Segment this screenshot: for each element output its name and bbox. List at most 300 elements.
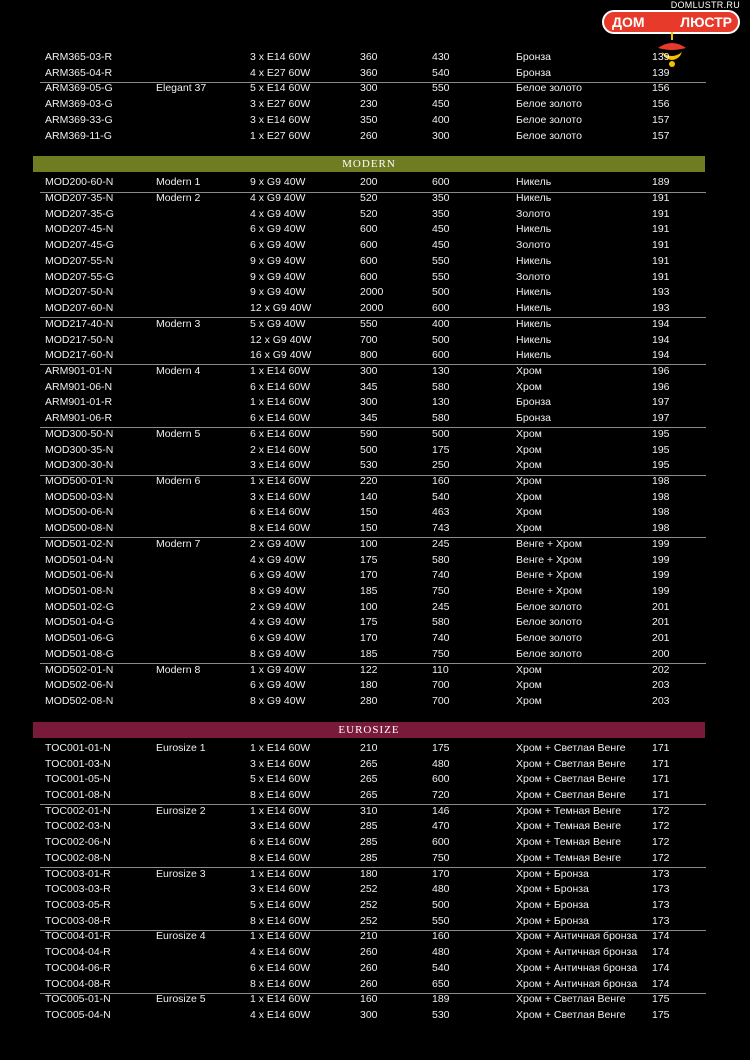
- cell-lamps: 9 x G9 40W: [250, 270, 306, 283]
- cell-finish: Хром: [516, 427, 542, 440]
- cell-lamps: 2 x G9 40W: [250, 537, 306, 550]
- table-row: [0, 270, 750, 286]
- table-row: [0, 427, 750, 443]
- cell-d2: 540: [432, 66, 450, 79]
- cell-d2: 600: [432, 176, 450, 189]
- table-row: [0, 254, 750, 270]
- cell-d1: 160: [360, 993, 378, 1006]
- cell-finish: Хром + Бронза: [516, 914, 589, 927]
- cell-lamps: 4 x G9 40W: [250, 553, 306, 566]
- cell-d2: 470: [432, 820, 450, 833]
- cell-d1: 260: [360, 977, 378, 990]
- cell-page: 199: [652, 553, 670, 566]
- cell-code: ARM369-33-G: [45, 113, 113, 126]
- cell-d1: 210: [360, 741, 378, 754]
- cell-code: MOD207-45-N: [45, 223, 114, 236]
- cell-d1: 600: [360, 270, 378, 283]
- cell-page: 173: [652, 883, 670, 896]
- cell-lamps: 8 x G9 40W: [250, 647, 306, 660]
- cell-code: MOD502-08-N: [45, 695, 114, 708]
- table-row: [0, 757, 750, 773]
- cell-finish: Белое золото: [516, 98, 582, 111]
- table-row: [0, 81, 750, 97]
- cell-d2: 743: [432, 522, 450, 535]
- cell-code: MOD501-02-N: [45, 537, 114, 550]
- cell-name: Modern 3: [156, 317, 201, 330]
- cell-lamps: 12 x G9 40W: [250, 333, 312, 346]
- cell-name: Modern 8: [156, 663, 201, 676]
- cell-finish: Хром + Темная Венге: [516, 804, 622, 817]
- cell-lamps: 1 x E14 60W: [250, 804, 311, 817]
- cell-code: MOD217-50-N: [45, 333, 114, 346]
- cell-finish: Хром + Античная бронза: [516, 961, 638, 974]
- table-row: [0, 537, 750, 553]
- cell-page: 173: [652, 899, 670, 911]
- cell-d1: 300: [360, 82, 378, 95]
- cell-d1: 530: [360, 459, 378, 472]
- cell-page: 195: [652, 443, 670, 456]
- table-row: [0, 568, 750, 584]
- cell-finish: Никель: [516, 176, 552, 189]
- cell-d1: 2000: [360, 302, 384, 315]
- cell-page: 172: [652, 851, 670, 864]
- cell-d1: 310: [360, 804, 378, 817]
- cell-code: ARM369-03-G: [45, 98, 113, 111]
- cell-page: 157: [652, 129, 670, 142]
- cell-lamps: 3 x E14 60W: [250, 113, 311, 126]
- cell-finish: Венге + Хром: [516, 585, 582, 598]
- cell-page: 194: [652, 333, 670, 346]
- cell-code: MOD207-50-N: [45, 286, 114, 299]
- cell-lamps: 4 x G9 40W: [250, 207, 306, 220]
- cell-lamps: 2 x E14 60W: [250, 443, 311, 456]
- cell-code: MOD500-08-N: [45, 522, 114, 535]
- cell-d1: 265: [360, 773, 378, 786]
- cell-d1: 600: [360, 254, 378, 267]
- cell-d1: 590: [360, 427, 378, 440]
- cell-code: MOD501-06-G: [45, 632, 114, 645]
- cell-page: 173: [652, 867, 670, 880]
- cell-lamps: 5 x E14 60W: [250, 82, 311, 95]
- section-band-eurosize: EUROSIZE: [33, 722, 705, 738]
- cell-lamps: 8 x G9 40W: [250, 695, 306, 708]
- cell-finish: Хром: [516, 475, 542, 487]
- cell-d1: 300: [360, 1009, 378, 1022]
- cell-lamps: 8 x E14 60W: [250, 851, 311, 864]
- cell-d2: 500: [432, 333, 450, 346]
- cell-lamps: 6 x G9 40W: [250, 679, 306, 692]
- cell-d2: 540: [432, 490, 450, 503]
- table-row: [0, 835, 750, 851]
- cell-code: MOD207-35-G: [45, 207, 114, 220]
- cell-d2: 350: [432, 207, 450, 220]
- cell-page: 172: [652, 804, 670, 817]
- cell-lamps: 9 x G9 40W: [250, 286, 306, 299]
- cell-d2: 245: [432, 600, 450, 613]
- cell-page: 191: [652, 192, 670, 205]
- cell-finish: Хром + Светлая Венге: [516, 1009, 626, 1022]
- cell-lamps: 6 x E14 60W: [250, 412, 311, 425]
- cell-code: MOD501-08-N: [45, 585, 114, 598]
- cell-d1: 150: [360, 506, 378, 519]
- cell-page: 193: [652, 286, 670, 299]
- cell-code: MOD501-06-N: [45, 569, 114, 582]
- cell-code: ARM369-11-G: [45, 129, 112, 142]
- cell-code: TOC001-03-N: [45, 757, 111, 770]
- cell-d1: 350: [360, 113, 378, 126]
- cell-finish: Хром + Бронза: [516, 867, 589, 880]
- cell-d2: 750: [432, 851, 450, 864]
- cell-name: Modern 2: [156, 192, 201, 205]
- table-row: [0, 333, 750, 349]
- cell-page: 191: [652, 270, 670, 283]
- cell-d1: 150: [360, 522, 378, 535]
- cell-d2: 700: [432, 679, 450, 692]
- cell-code: TOC002-01-N: [45, 804, 111, 817]
- cell-finish: Бронза: [516, 396, 552, 409]
- table-row: [0, 741, 750, 757]
- cell-lamps: 4 x E14 60W: [250, 1009, 311, 1022]
- cell-finish: Белое золото: [516, 632, 582, 645]
- cell-d1: 230: [360, 98, 378, 111]
- table-row: [0, 317, 750, 333]
- cell-finish: Хром + Светлая Венге: [516, 757, 626, 770]
- cell-d1: 2000: [360, 286, 384, 299]
- cell-code: ARM365-03-R: [45, 51, 113, 63]
- cell-page: 191: [652, 254, 670, 267]
- cell-page: 201: [652, 600, 670, 613]
- cell-name: Eurosize 4: [156, 930, 206, 943]
- cell-lamps: 6 x G9 40W: [250, 223, 306, 236]
- table-row: [0, 207, 750, 223]
- cell-name: Modern 5: [156, 427, 201, 440]
- cell-code: MOD200-60-N: [45, 176, 114, 189]
- cell-d2: 580: [432, 616, 450, 629]
- cell-finish: Хром + Античная бронза: [516, 930, 638, 943]
- cell-code: TOC005-04-N: [45, 1009, 111, 1022]
- cell-finish: Никель: [516, 286, 552, 299]
- cell-lamps: 8 x E14 60W: [250, 914, 311, 927]
- cell-d1: 170: [360, 569, 378, 582]
- cell-finish: Венге + Хром: [516, 553, 582, 566]
- cell-d1: 220: [360, 475, 378, 487]
- cell-page: 174: [652, 961, 670, 974]
- cell-code: MOD300-35-N: [45, 443, 114, 456]
- cell-lamps: 8 x E14 60W: [250, 977, 311, 990]
- cell-d1: 140: [360, 490, 378, 503]
- cell-name: Eurosize 1: [156, 741, 206, 754]
- cell-d1: 285: [360, 820, 378, 833]
- cell-d2: 480: [432, 757, 450, 770]
- cell-page: 195: [652, 459, 670, 472]
- cell-finish: Хром: [516, 679, 542, 692]
- cell-name: Modern 6: [156, 475, 201, 487]
- cell-page: 171: [652, 757, 670, 770]
- cell-code: TOC003-03-R: [45, 883, 111, 896]
- cell-lamps: 6 x E14 60W: [250, 427, 311, 440]
- cell-lamps: 4 x E14 60W: [250, 946, 311, 959]
- table-row: [0, 678, 750, 694]
- cell-code: ARM365-04-R: [45, 66, 113, 79]
- table-row: [0, 175, 750, 191]
- cell-finish: Хром: [516, 459, 542, 472]
- cell-code: MOD300-50-N: [45, 427, 114, 440]
- cell-code: MOD500-01-N: [45, 475, 114, 487]
- cell-page: 156: [652, 82, 670, 95]
- cell-d2: 480: [432, 883, 450, 896]
- cell-page: 199: [652, 537, 670, 550]
- table-row: [0, 191, 750, 207]
- cell-d1: 100: [360, 600, 378, 613]
- cell-d2: 650: [432, 977, 450, 990]
- cell-page: 198: [652, 475, 670, 487]
- table-row: [0, 553, 750, 569]
- table-row: [0, 851, 750, 867]
- cell-d2: 750: [432, 585, 450, 598]
- table-row: [0, 66, 750, 82]
- cell-d1: 800: [360, 349, 378, 362]
- cell-finish: Никель: [516, 333, 552, 346]
- cell-finish: Никель: [516, 254, 552, 267]
- table-row: [0, 490, 750, 506]
- cell-lamps: 3 x E14 60W: [250, 459, 311, 472]
- cell-d1: 100: [360, 537, 378, 550]
- cell-page: 189: [652, 176, 670, 189]
- cell-finish: Хром: [516, 380, 542, 393]
- table-row: [0, 1008, 750, 1024]
- cell-d2: 146: [432, 804, 450, 817]
- table-row: [0, 772, 750, 788]
- cell-finish: Хром + Светлая Венге: [516, 741, 626, 754]
- table-row: [0, 898, 750, 914]
- cell-d2: 600: [432, 302, 450, 315]
- cell-lamps: 3 x E14 60W: [250, 51, 311, 63]
- cell-page: 171: [652, 741, 670, 754]
- cell-d1: 200: [360, 176, 378, 189]
- cell-finish: Хром: [516, 506, 542, 519]
- cell-page: 202: [652, 663, 670, 676]
- table-row: [0, 113, 750, 129]
- cell-code: ARM901-01-R: [45, 396, 113, 409]
- cell-lamps: 1 x E14 60W: [250, 396, 311, 409]
- table-row: [0, 584, 750, 600]
- cell-page: 139: [652, 51, 670, 63]
- cell-code: MOD300-30-N: [45, 459, 114, 472]
- cell-code: MOD501-02-G: [45, 600, 114, 613]
- cell-lamps: 3 x E27 60W: [250, 98, 311, 111]
- cell-lamps: 4 x E27 60W: [250, 66, 311, 79]
- cell-page: 157: [652, 113, 670, 126]
- cell-d2: 740: [432, 569, 450, 582]
- cell-page: 175: [652, 993, 670, 1006]
- cell-code: TOC002-08-N: [45, 851, 111, 864]
- cell-d2: 245: [432, 537, 450, 550]
- table-row: [0, 348, 750, 364]
- cell-finish: Белое золото: [516, 616, 582, 629]
- cell-finish: Белое золото: [516, 647, 582, 660]
- cell-d1: 360: [360, 51, 378, 63]
- table-row: [0, 882, 750, 898]
- cell-page: 203: [652, 695, 670, 708]
- cell-page: 196: [652, 364, 670, 377]
- cell-finish: Бронза: [516, 66, 552, 79]
- cell-lamps: 3 x E14 60W: [250, 757, 311, 770]
- cell-lamps: 6 x G9 40W: [250, 632, 306, 645]
- cell-lamps: 3 x E14 60W: [250, 883, 311, 896]
- cell-name: Modern 7: [156, 537, 201, 550]
- cell-d1: 260: [360, 946, 378, 959]
- cell-d2: 750: [432, 647, 450, 660]
- cell-lamps: 1 x E14 60W: [250, 867, 311, 880]
- table-row: [0, 364, 750, 380]
- cell-lamps: 4 x G9 40W: [250, 192, 306, 205]
- cell-d2: 600: [432, 836, 450, 849]
- cell-d2: 250: [432, 459, 450, 472]
- cell-d1: 600: [360, 239, 378, 252]
- cell-d2: 550: [432, 270, 450, 283]
- cell-page: 194: [652, 349, 670, 362]
- cell-finish: Хром: [516, 663, 542, 676]
- cell-page: 197: [652, 412, 670, 425]
- cell-page: 195: [652, 427, 670, 440]
- cell-finish: Никель: [516, 223, 552, 236]
- logo-url: DOMLUSTR.RU: [670, 0, 740, 10]
- cell-d2: 400: [432, 317, 450, 330]
- cell-d2: 160: [432, 930, 450, 943]
- cell-d1: 122: [360, 663, 378, 676]
- cell-d2: 550: [432, 914, 450, 927]
- cell-finish: Белое золото: [516, 82, 582, 95]
- table-row: [0, 411, 750, 427]
- cell-lamps: 6 x E14 60W: [250, 836, 311, 849]
- cell-lamps: 6 x E14 60W: [250, 380, 311, 393]
- cell-d1: 210: [360, 930, 378, 943]
- cell-code: TOC004-06-R: [45, 961, 111, 974]
- cell-d1: 252: [360, 899, 378, 911]
- cell-code: MOD207-60-N: [45, 302, 114, 315]
- cell-d1: 175: [360, 553, 378, 566]
- cell-d1: 265: [360, 757, 378, 770]
- cell-d2: 450: [432, 239, 450, 252]
- cell-lamps: 3 x E14 60W: [250, 820, 311, 833]
- cell-d1: 185: [360, 585, 378, 598]
- cell-page: 175: [652, 1009, 670, 1022]
- cell-finish: Хром + Темная Венге: [516, 851, 622, 864]
- cell-page: 174: [652, 930, 670, 943]
- cell-d2: 350: [432, 192, 450, 205]
- cell-d2: 740: [432, 632, 450, 645]
- table-row: [0, 631, 750, 647]
- cell-code: MOD501-04-N: [45, 553, 114, 566]
- cell-page: 194: [652, 317, 670, 330]
- cell-page: 197: [652, 396, 670, 409]
- cell-d1: 265: [360, 788, 378, 801]
- table-row: [0, 50, 750, 66]
- cell-code: ARM901-06-R: [45, 412, 113, 425]
- cell-finish: Хром + Светлая Венге: [516, 773, 626, 786]
- cell-lamps: 1 x E14 60W: [250, 741, 311, 754]
- cell-lamps: 8 x G9 40W: [250, 585, 306, 598]
- cell-finish: Хром + Бронза: [516, 899, 589, 911]
- cell-d1: 252: [360, 883, 378, 896]
- cell-name: Eurosize 5: [156, 993, 206, 1006]
- cell-finish: Золото: [516, 239, 551, 252]
- cell-finish: Белое золото: [516, 600, 582, 613]
- table-row: [0, 380, 750, 396]
- cell-code: TOC002-06-N: [45, 836, 111, 849]
- table-row: [0, 663, 750, 679]
- logo-word-1: ДОМ: [612, 14, 645, 30]
- table-row: [0, 505, 750, 521]
- cell-name: Elegant 37: [156, 82, 207, 95]
- cell-lamps: 1 x E14 60W: [250, 475, 311, 487]
- table-row: [0, 458, 750, 474]
- cell-page: 191: [652, 239, 670, 252]
- cell-code: MOD502-06-N: [45, 679, 114, 692]
- cell-code: MOD207-35-N: [45, 192, 114, 205]
- cell-page: 201: [652, 632, 670, 645]
- cell-lamps: 6 x E14 60W: [250, 506, 311, 519]
- table-row: [0, 804, 750, 820]
- cell-page: 199: [652, 569, 670, 582]
- table-row: [0, 301, 750, 317]
- cell-page: 191: [652, 223, 670, 236]
- cell-page: 198: [652, 506, 670, 519]
- cell-code: TOC003-05-R: [45, 899, 111, 911]
- cell-page: 173: [652, 914, 670, 927]
- cell-finish: Никель: [516, 192, 552, 205]
- cell-d2: 500: [432, 286, 450, 299]
- cell-d1: 520: [360, 192, 378, 205]
- cell-d2: 580: [432, 380, 450, 393]
- cell-d1: 600: [360, 223, 378, 236]
- cell-code: TOC002-03-N: [45, 820, 111, 833]
- cell-page: 199: [652, 585, 670, 598]
- cell-d2: 550: [432, 82, 450, 95]
- cell-code: TOC003-01-R: [45, 867, 111, 880]
- cell-finish: Хром + Светлая Венге: [516, 788, 626, 801]
- table-row: [0, 914, 750, 930]
- cell-d2: 700: [432, 695, 450, 708]
- cell-d2: 540: [432, 961, 450, 974]
- cell-d1: 345: [360, 412, 378, 425]
- cell-d2: 530: [432, 1009, 450, 1022]
- cell-d1: 175: [360, 616, 378, 629]
- cell-finish: Белое золото: [516, 113, 582, 126]
- table-row: [0, 600, 750, 616]
- cell-d1: 300: [360, 396, 378, 409]
- cell-code: TOC004-04-R: [45, 946, 111, 959]
- cell-finish: Бронза: [516, 51, 552, 63]
- cell-lamps: 5 x E14 60W: [250, 773, 311, 786]
- cell-d2: 463: [432, 506, 450, 519]
- cell-page: 200: [652, 647, 670, 660]
- cell-code: MOD500-06-N: [45, 506, 114, 519]
- cell-lamps: 4 x G9 40W: [250, 616, 306, 629]
- cell-code: TOC004-01-R: [45, 930, 111, 943]
- cell-lamps: 8 x E14 60W: [250, 788, 311, 801]
- cell-d1: 520: [360, 207, 378, 220]
- cell-finish: Хром: [516, 522, 542, 535]
- table-row: [0, 97, 750, 113]
- cell-finish: Никель: [516, 317, 552, 330]
- table-row: [0, 788, 750, 804]
- cell-lamps: 12 x G9 40W: [250, 302, 312, 315]
- cell-code: ARM901-06-N: [45, 380, 113, 393]
- cell-page: 171: [652, 773, 670, 786]
- cell-finish: Белое золото: [516, 129, 582, 142]
- cell-code: MOD207-55-G: [45, 270, 114, 283]
